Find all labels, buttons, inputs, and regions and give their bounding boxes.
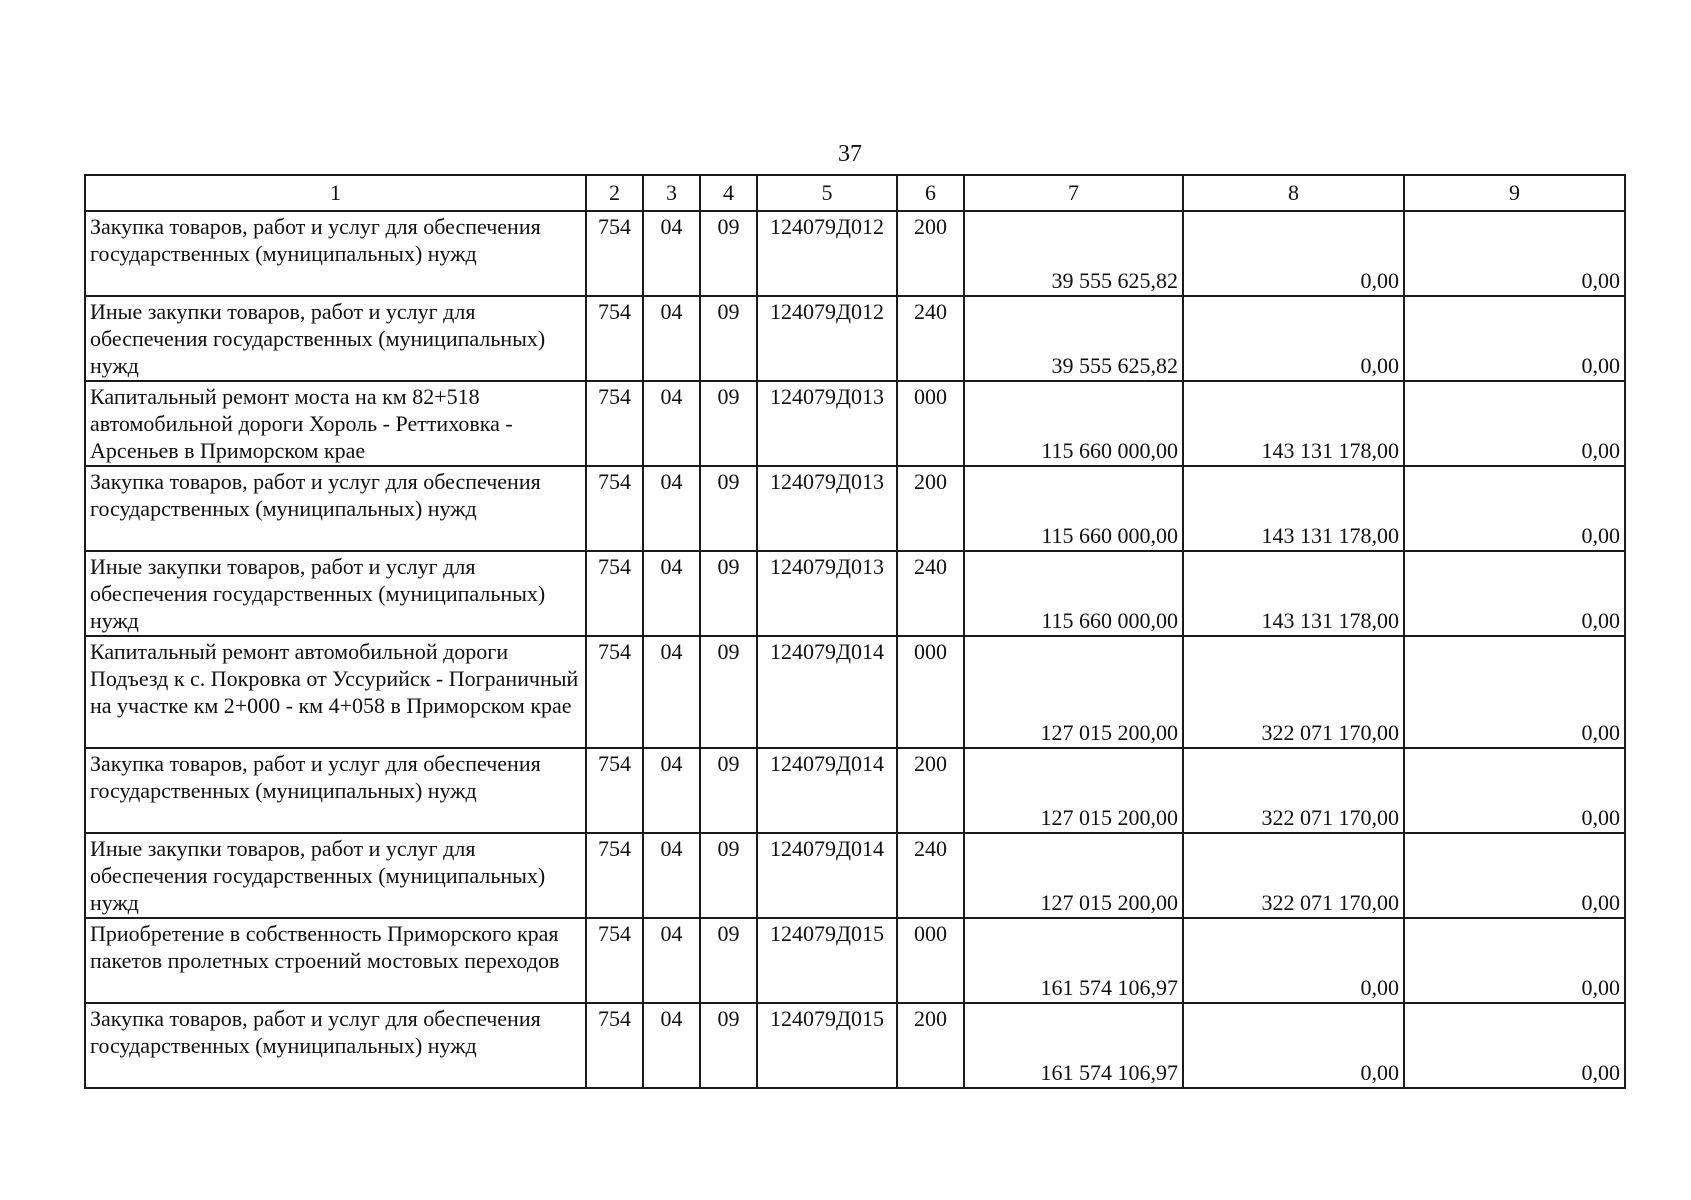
column-header: 1: [85, 175, 586, 211]
cell-target-article-code: 124079Д013: [757, 466, 897, 551]
cell-target-article-code: 124079Д014: [757, 748, 897, 833]
cell-amount-col7: 127 015 200,00: [964, 833, 1183, 918]
cell-administrator-code: 754: [586, 748, 643, 833]
cell-administrator-code: 754: [586, 918, 643, 1003]
cell-target-article-code: 124079Д015: [757, 1003, 897, 1088]
cell-section-code: 04: [643, 466, 700, 551]
cell-amount-col9: 0,00: [1404, 748, 1625, 833]
table-row: [85, 381, 1625, 466]
cell-amount-col9: 0,00: [1404, 636, 1625, 748]
table-row: [85, 211, 1625, 296]
table-row: [85, 551, 1625, 636]
cell-subsection-code: 09: [700, 748, 757, 833]
cell-administrator-code: 754: [586, 833, 643, 918]
cell-administrator-code: 754: [586, 211, 643, 296]
cell-amount-col8: 143 131 178,00: [1183, 466, 1404, 551]
table-row: [85, 466, 1625, 551]
cell-amount-col8: 322 071 170,00: [1183, 748, 1404, 833]
cell-amount-col8: 0,00: [1183, 1003, 1404, 1088]
table-row: [85, 918, 1625, 1003]
cell-amount-col7: 115 660 000,00: [964, 381, 1183, 466]
cell-amount-col9: 0,00: [1404, 381, 1625, 466]
cell-amount-col7: 127 015 200,00: [964, 748, 1183, 833]
cell-target-article-code: 124079Д012: [757, 296, 897, 381]
column-header: 6: [897, 175, 964, 211]
cell-amount-col8: 322 071 170,00: [1183, 636, 1404, 748]
cell-expense-type-code: 000: [897, 636, 964, 748]
cell-amount-col9: 0,00: [1404, 296, 1625, 381]
cell-expense-type-code: 240: [897, 296, 964, 381]
cell-target-article-code: 124079Д013: [757, 381, 897, 466]
cell-section-code: 04: [643, 833, 700, 918]
cell-target-article-code: 124079Д014: [757, 833, 897, 918]
cell-subsection-code: 09: [700, 211, 757, 296]
cell-amount-col7: 127 015 200,00: [964, 636, 1183, 748]
row-name: Закупка товаров, работ и услуг для обеспечения государственных (муниципальных) нужд: [85, 211, 586, 296]
row-name: Капитальный ремонт автомобильной дороги Подъезд к с. Покровка от Уссурийск - Пограничный на участке км 2+000 - км 4+058 в Приморском крае: [85, 636, 586, 748]
cell-subsection-code: 09: [700, 1003, 757, 1088]
row-name: Иные закупки товаров, работ и услуг для обеспечения государственных (муниципальных) нужд: [85, 551, 586, 636]
table-row: [85, 296, 1625, 381]
row-name: Иные закупки товаров, работ и услуг для обеспечения государственных (муниципальных) нужд: [85, 296, 586, 381]
column-header: 3: [643, 175, 700, 211]
column-header: 5: [757, 175, 897, 211]
cell-expense-type-code: 240: [897, 551, 964, 636]
cell-administrator-code: 754: [586, 381, 643, 466]
table-row: [85, 1003, 1625, 1088]
column-header: 2: [586, 175, 643, 211]
table-row: [85, 636, 1625, 748]
cell-section-code: 04: [643, 296, 700, 381]
table-row: [85, 833, 1625, 918]
cell-subsection-code: 09: [700, 551, 757, 636]
budget-table: [84, 174, 1626, 1089]
cell-subsection-code: 09: [700, 296, 757, 381]
cell-amount-col7: 161 574 106,97: [964, 918, 1183, 1003]
cell-target-article-code: 124079Д013: [757, 551, 897, 636]
cell-section-code: 04: [643, 748, 700, 833]
row-name: Закупка товаров, работ и услуг для обеспечения государственных (муниципальных) нужд: [85, 1003, 586, 1088]
cell-section-code: 04: [643, 381, 700, 466]
cell-subsection-code: 09: [700, 466, 757, 551]
cell-amount-col7: 161 574 106,97: [964, 1003, 1183, 1088]
cell-amount-col8: 0,00: [1183, 296, 1404, 381]
cell-expense-type-code: 200: [897, 748, 964, 833]
cell-expense-type-code: 200: [897, 211, 964, 296]
cell-section-code: 04: [643, 918, 700, 1003]
cell-amount-col7: 39 555 625,82: [964, 211, 1183, 296]
cell-amount-col8: 0,00: [1183, 211, 1404, 296]
cell-administrator-code: 754: [586, 1003, 643, 1088]
cell-amount-col8: 143 131 178,00: [1183, 551, 1404, 636]
cell-subsection-code: 09: [700, 381, 757, 466]
cell-amount-col9: 0,00: [1404, 1003, 1625, 1088]
column-header: 9: [1404, 175, 1625, 211]
cell-amount-col9: 0,00: [1404, 211, 1625, 296]
row-name: Приобретение в собственность Приморского края пакетов пролетных строений мостовых переходов: [85, 918, 586, 1003]
cell-amount-col7: 39 555 625,82: [964, 296, 1183, 381]
row-name: Закупка товаров, работ и услуг для обеспечения государственных (муниципальных) нужд: [85, 748, 586, 833]
cell-administrator-code: 754: [586, 551, 643, 636]
cell-expense-type-code: 200: [897, 1003, 964, 1088]
cell-amount-col9: 0,00: [1404, 551, 1625, 636]
cell-expense-type-code: 240: [897, 833, 964, 918]
cell-target-article-code: 124079Д014: [757, 636, 897, 748]
cell-section-code: 04: [643, 551, 700, 636]
table-body: [85, 211, 1625, 1088]
cell-amount-col7: 115 660 000,00: [964, 466, 1183, 551]
cell-target-article-code: 124079Д015: [757, 918, 897, 1003]
cell-amount-col8: 322 071 170,00: [1183, 833, 1404, 918]
table-row: [85, 748, 1625, 833]
row-name: Закупка товаров, работ и услуг для обеспечения государственных (муниципальных) нужд: [85, 466, 586, 551]
table-header: [85, 175, 1625, 211]
cell-amount-col9: 0,00: [1404, 918, 1625, 1003]
cell-administrator-code: 754: [586, 636, 643, 748]
cell-target-article-code: 124079Д012: [757, 211, 897, 296]
cell-section-code: 04: [643, 636, 700, 748]
row-name: Капитальный ремонт моста на км 82+518 автомобильной дороги Хороль - Реттиховка - Арсеньев в Приморском крае: [85, 381, 586, 466]
cell-section-code: 04: [643, 211, 700, 296]
cell-expense-type-code: 000: [897, 918, 964, 1003]
column-header: 7: [964, 175, 1183, 211]
cell-subsection-code: 09: [700, 636, 757, 748]
page-number: 37: [838, 141, 862, 167]
column-header: 8: [1183, 175, 1404, 211]
row-name: Иные закупки товаров, работ и услуг для обеспечения государственных (муниципальных) нужд: [85, 833, 586, 918]
cell-administrator-code: 754: [586, 466, 643, 551]
cell-amount-col7: 115 660 000,00: [964, 551, 1183, 636]
column-header: 4: [700, 175, 757, 211]
cell-expense-type-code: 000: [897, 381, 964, 466]
cell-subsection-code: 09: [700, 833, 757, 918]
cell-amount-col9: 0,00: [1404, 833, 1625, 918]
cell-amount-col8: 143 131 178,00: [1183, 381, 1404, 466]
header-row: [85, 175, 1625, 211]
cell-section-code: 04: [643, 1003, 700, 1088]
cell-amount-col9: 0,00: [1404, 466, 1625, 551]
cell-administrator-code: 754: [586, 296, 643, 381]
cell-subsection-code: 09: [700, 918, 757, 1003]
cell-amount-col8: 0,00: [1183, 918, 1404, 1003]
cell-expense-type-code: 200: [897, 466, 964, 551]
